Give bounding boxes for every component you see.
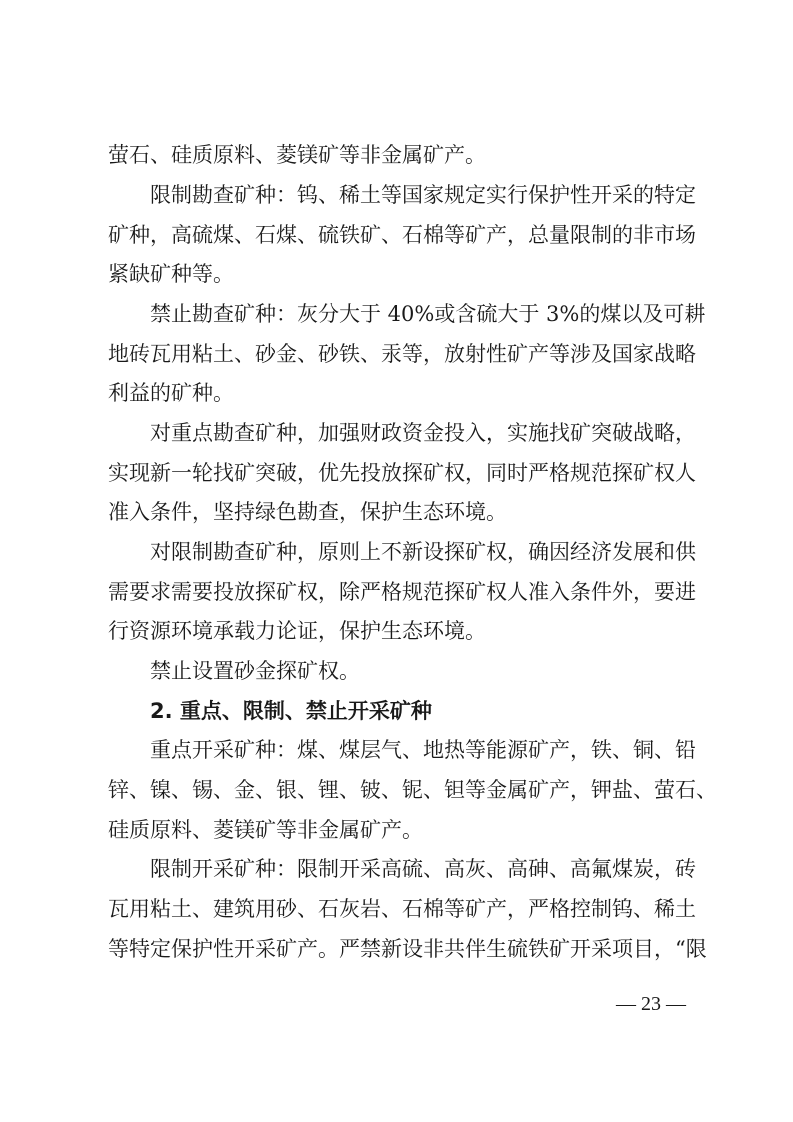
paragraph-line: 萤石、硅质原料、菱镁矿等非金属矿产。 bbox=[108, 143, 486, 167]
paragraph-line: 瓦用粘土、建筑用砂、石灰岩、石棉等矿产，严格控制钨、稀土 bbox=[108, 897, 696, 921]
paragraph-line: 矿种，高硫煤、石煤、硫铁矿、石棉等矿产，总量限制的非市场 bbox=[108, 223, 696, 247]
paragraph-line: 限制开采矿种：限制开采高硫、高灰、高砷、高氟煤炭，砖 bbox=[150, 857, 696, 881]
paragraph-line: 重点开采矿种：煤、煤层气、地热等能源矿产，铁、铜、铅 bbox=[150, 738, 696, 762]
paragraph-line: 限制勘查矿种：钨、稀土等国家规定实行保护性开采的特定 bbox=[150, 183, 696, 207]
paragraph-line: 需要求需要投放探矿权，除严格规范探矿权人准入条件外，要进 bbox=[108, 580, 696, 604]
paragraph-line: 对限制勘查矿种，原则上不新设探矿权，确因经济发展和供 bbox=[150, 540, 696, 564]
paragraph-line: 硅质原料、菱镁矿等非金属矿产。 bbox=[108, 818, 423, 842]
paragraph-line: 锌、镍、锡、金、银、锂、铍、铌、钽等金属矿产，钾盐、萤石、 bbox=[108, 778, 717, 802]
paragraph-line: 利益的矿种。 bbox=[108, 381, 234, 405]
section-heading: 2. 重点、限制、禁止开采矿种 bbox=[150, 699, 432, 723]
paragraph-line: 实现新一轮找矿突破，优先投放探矿权，同时严格规范探矿权人 bbox=[108, 461, 696, 485]
paragraph-line: 等特定保护性开采矿产。严禁新设非共伴生硫铁矿开采项目，“限 bbox=[108, 937, 707, 961]
paragraph-line: 禁止勘查矿种：灰分大于 40%或含硫大于 3%的煤以及可耕 bbox=[150, 302, 706, 326]
paragraph-line: 行资源环境承载力论证，保护生态环境。 bbox=[108, 619, 486, 643]
paragraph-line: 地砖瓦用粘土、砂金、砂铁、汞等，放射性矿产等涉及国家战略 bbox=[108, 342, 696, 366]
paragraph-line: 对重点勘查矿种，加强财政资金投入，实施找矿突破战略， bbox=[150, 421, 696, 445]
paragraph-line: 禁止设置砂金探矿权。 bbox=[150, 659, 360, 683]
paragraph-line: 紧缺矿种等。 bbox=[108, 262, 234, 286]
paragraph-line: 准入条件，坚持绿色勘查，保护生态环境。 bbox=[108, 500, 507, 524]
page-number: — 23 — bbox=[616, 993, 686, 1015]
